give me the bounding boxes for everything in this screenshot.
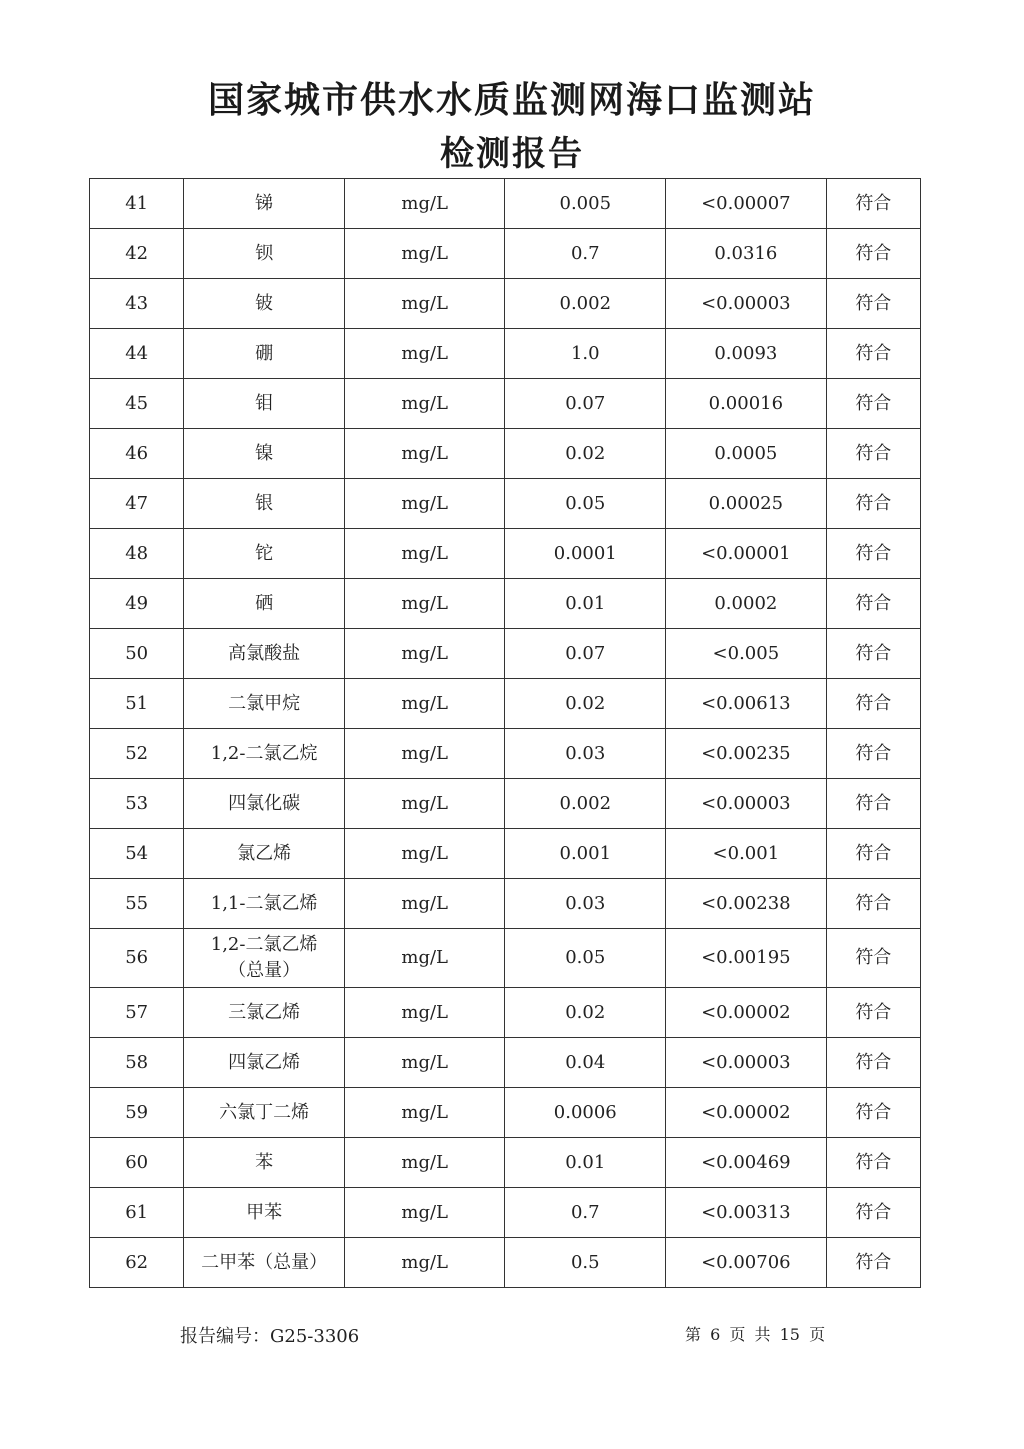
verdict-cell: 符合 [826, 1238, 920, 1288]
item-name: 铊 [184, 529, 345, 579]
limit-value: 0.02 [505, 988, 666, 1038]
verdict-cell: 符合 [826, 429, 920, 479]
table-row [90, 829, 921, 879]
verdict-cell: 符合 [826, 629, 920, 679]
result-value: <0.00003 [666, 1038, 827, 1088]
limit-value: 0.03 [505, 729, 666, 779]
verdict-cell: 符合 [826, 779, 920, 829]
page-prefix: 第 [685, 1325, 702, 1344]
item-name: 二氯甲烷 [184, 679, 345, 729]
item-name: 四氯化碳 [184, 779, 345, 829]
table-row [90, 1238, 921, 1288]
row-number: 55 [90, 879, 184, 929]
row-number: 58 [90, 1038, 184, 1088]
page-current: 6 [710, 1325, 721, 1344]
item-name: 钡 [184, 229, 345, 279]
report-number: 报告编号：G25-3306 [180, 1326, 360, 1347]
verdict-cell: 符合 [826, 1188, 920, 1238]
verdict-cell: 符合 [826, 1138, 920, 1188]
limit-value: 0.0001 [505, 529, 666, 579]
limit-value: 0.07 [505, 379, 666, 429]
item-name: 三氯乙烯 [184, 988, 345, 1038]
verdict-cell: 符合 [826, 479, 920, 529]
verdict-cell: 符合 [826, 329, 920, 379]
result-value: <0.00706 [666, 1238, 827, 1288]
table-row [90, 729, 921, 779]
limit-value: 0.7 [505, 1188, 666, 1238]
item-name: 四氯乙烯 [184, 1038, 345, 1088]
unit-cell: mg/L [344, 988, 505, 1038]
verdict-cell: 符合 [826, 879, 920, 929]
row-number: 62 [90, 1238, 184, 1288]
item-name: 锑 [184, 179, 345, 229]
limit-value: 0.02 [505, 429, 666, 479]
verdict-cell: 符合 [826, 988, 920, 1038]
row-number: 51 [90, 679, 184, 729]
row-number: 49 [90, 579, 184, 629]
table-row [90, 529, 921, 579]
row-number: 43 [90, 279, 184, 329]
unit-cell: mg/L [344, 1138, 505, 1188]
table-row [90, 929, 921, 988]
item-name-line2: （总量） [228, 960, 301, 981]
unit-cell: mg/L [344, 579, 505, 629]
verdict-cell: 符合 [826, 179, 920, 229]
row-number: 61 [90, 1188, 184, 1238]
item-name: 1,1-二氯乙烯 [184, 879, 345, 929]
limit-value: 0.01 [505, 579, 666, 629]
unit-cell: mg/L [344, 379, 505, 429]
limit-value: 0.03 [505, 879, 666, 929]
result-value: <0.00613 [666, 679, 827, 729]
item-name: 六氯丁二烯 [184, 1088, 345, 1138]
result-value: 0.0093 [666, 329, 827, 379]
page-total: 15 [779, 1325, 800, 1344]
result-value: <0.00238 [666, 879, 827, 929]
report-title: 国家城市供水水质监测网海口监测站 [207, 79, 816, 121]
unit-cell: mg/L [344, 529, 505, 579]
unit-cell: mg/L [344, 1238, 505, 1288]
table-row [90, 229, 921, 279]
unit-cell: mg/L [344, 1188, 505, 1238]
limit-value: 0.0006 [505, 1088, 666, 1138]
result-value: <0.00195 [666, 929, 827, 988]
unit-cell: mg/L [344, 779, 505, 829]
result-value: 0.00016 [666, 379, 827, 429]
table-row [90, 779, 921, 829]
verdict-cell: 符合 [826, 379, 920, 429]
table-row [90, 679, 921, 729]
unit-cell: mg/L [344, 829, 505, 879]
result-value: 0.0316 [666, 229, 827, 279]
result-value: <0.00469 [666, 1138, 827, 1188]
row-number: 59 [90, 1088, 184, 1138]
item-name: 甲苯 [184, 1188, 345, 1238]
limit-value: 0.002 [505, 279, 666, 329]
row-number: 60 [90, 1138, 184, 1188]
table-row [90, 579, 921, 629]
result-value: <0.00003 [666, 779, 827, 829]
unit-cell: mg/L [344, 479, 505, 529]
item-name: 镍 [184, 429, 345, 479]
result-value: 0.0002 [666, 579, 827, 629]
unit-cell: mg/L [344, 329, 505, 379]
verdict-cell: 符合 [826, 929, 920, 988]
table-row [90, 179, 921, 229]
row-number: 47 [90, 479, 184, 529]
result-value: <0.00003 [666, 279, 827, 329]
table-row [90, 1188, 921, 1238]
row-number: 50 [90, 629, 184, 679]
item-name: 硼 [184, 329, 345, 379]
row-number: 44 [90, 329, 184, 379]
item-name-line1: 1,2-二氯乙烯 [210, 934, 318, 955]
unit-cell: mg/L [344, 429, 505, 479]
limit-value: 1.0 [505, 329, 666, 379]
report-subtitle: 检测报告 [440, 134, 584, 174]
result-value: <0.001 [666, 829, 827, 879]
verdict-cell: 符合 [826, 579, 920, 629]
table-row [90, 429, 921, 479]
verdict-cell: 符合 [826, 279, 920, 329]
row-number: 46 [90, 429, 184, 479]
result-value: <0.00007 [666, 179, 827, 229]
verdict-cell: 符合 [826, 229, 920, 279]
unit-cell: mg/L [344, 229, 505, 279]
table-row [90, 988, 921, 1038]
row-number: 57 [90, 988, 184, 1038]
limit-value: 0.05 [505, 929, 666, 988]
limit-value: 0.05 [505, 479, 666, 529]
verdict-cell: 符合 [826, 529, 920, 579]
item-name: 苯 [184, 1138, 345, 1188]
page-mid: 页 [729, 1325, 746, 1344]
table-row [90, 1038, 921, 1088]
result-value: <0.00002 [666, 988, 827, 1038]
table-row [90, 629, 921, 679]
limit-value: 0.5 [505, 1238, 666, 1288]
unit-cell: mg/L [344, 929, 505, 988]
limit-value: 0.02 [505, 679, 666, 729]
limit-value: 0.07 [505, 629, 666, 679]
row-number: 54 [90, 829, 184, 879]
limit-value: 0.04 [505, 1038, 666, 1088]
results-table-body [90, 179, 921, 1288]
verdict-cell: 符合 [826, 829, 920, 879]
verdict-cell: 符合 [826, 729, 920, 779]
limit-value: 0.01 [505, 1138, 666, 1188]
table-row [90, 379, 921, 429]
verdict-cell: 符合 [826, 679, 920, 729]
result-value: <0.00313 [666, 1188, 827, 1238]
table-row [90, 879, 921, 929]
table-row [90, 479, 921, 529]
verdict-cell: 符合 [826, 1088, 920, 1138]
row-number: 42 [90, 229, 184, 279]
unit-cell: mg/L [344, 179, 505, 229]
row-number: 56 [90, 929, 184, 988]
row-number: 53 [90, 779, 184, 829]
item-name: 铍 [184, 279, 345, 329]
result-value: <0.005 [666, 629, 827, 679]
limit-value: 0.005 [505, 179, 666, 229]
row-number: 45 [90, 379, 184, 429]
row-number: 48 [90, 529, 184, 579]
table-row [90, 1138, 921, 1188]
item-name: 氯乙烯 [184, 829, 345, 879]
item-name: 高氯酸盐 [184, 629, 345, 679]
unit-cell: mg/L [344, 729, 505, 779]
unit-cell: mg/L [344, 279, 505, 329]
unit-cell: mg/L [344, 679, 505, 729]
result-value: <0.00001 [666, 529, 827, 579]
limit-value: 0.001 [505, 829, 666, 879]
item-name: 硒 [184, 579, 345, 629]
unit-cell: mg/L [344, 1088, 505, 1138]
result-value: <0.00235 [666, 729, 827, 779]
page-suffix: 页 [809, 1325, 826, 1344]
unit-cell: mg/L [344, 629, 505, 679]
unit-cell: mg/L [344, 879, 505, 929]
verdict-cell: 符合 [826, 1038, 920, 1088]
results-table [89, 178, 921, 1288]
item-name: 钼 [184, 379, 345, 429]
table-row [90, 1088, 921, 1138]
page-total-prefix: 共 [754, 1325, 771, 1344]
table-row [90, 279, 921, 329]
table-row [90, 329, 921, 379]
item-name: 二甲苯（总量） [184, 1238, 345, 1288]
item-name: 银 [184, 479, 345, 529]
result-value: <0.00002 [666, 1088, 827, 1138]
result-value: 0.00025 [666, 479, 827, 529]
row-number: 52 [90, 729, 184, 779]
limit-value: 0.002 [505, 779, 666, 829]
item-name [184, 929, 345, 988]
result-value: 0.0005 [666, 429, 827, 479]
item-name: 1,2-二氯乙烷 [184, 729, 345, 779]
page-indicator [683, 1322, 827, 1345]
unit-cell: mg/L [344, 1038, 505, 1088]
limit-value: 0.7 [505, 229, 666, 279]
row-number: 41 [90, 179, 184, 229]
